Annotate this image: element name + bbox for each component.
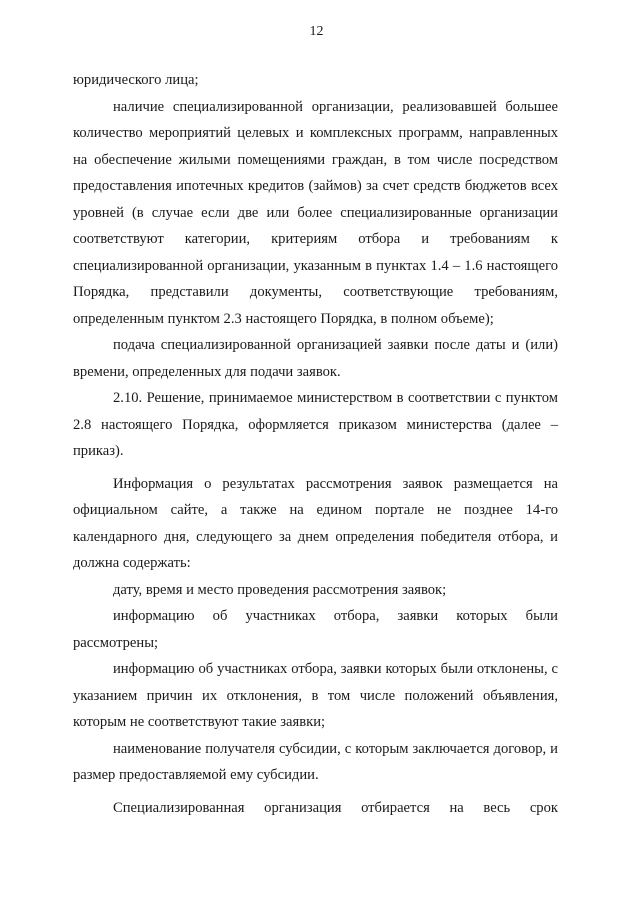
paragraph: дату, время и место проведения рассмотрения заявок; [113, 581, 447, 598]
document-body [73, 67, 558, 821]
paragraph: наличие специализированной организации, реализовавшей большее количество мероприятий целевых и комплексных программ, направленных на обеспечение жилыми помещениями граждан, в том числе посредством предоставления ипотечных кредитов (займов) за счет средств бюджетов всех уровней (в случае если две или более специализированные организации соответствуют категории, критериям отбора и требованиям к специализированной организации, указанным в пунктах 1.4 – 1.6 настоящего Порядка, представили документы, соответствующие требованиям, определенным пунктом 2.3 настоящего Порядка, в полном объеме); [73, 98, 558, 327]
paragraph: информацию об участниках отбора, заявки которых были отклонены, с указанием причин их отклонения, в том числе положений объявления, которым не соответствуют такие заявки; [73, 661, 558, 730]
paragraph: 2.10. Решение, принимаемое министерством в соответствии с пунктом 2.8 настоящего Порядка, оформляется приказом министерства (далее – приказ). [73, 390, 558, 459]
paragraph: информацию об участниках отбора, заявки которых были рассмотрены; [73, 608, 558, 651]
paragraph: юридического лица; [73, 72, 199, 88]
paragraph: Специализированная организация отбирается на весь срок [113, 799, 558, 816]
paragraph: Информация о результатах рассмотрения заявок размещается на официальном сайте, а также на едином портале не позднее 14-го календарного дня, следующего за днем определения победителя отбора, и должна содержать: [73, 475, 558, 571]
page-number: 12 [309, 24, 324, 39]
paragraph: наименование получателя субсидии, с которым заключается договор, и размер предоставляемой ему субсидии. [73, 740, 558, 783]
paragraph: подача специализированной организацией заявки после даты и (или) времени, определенных для подачи заявок. [73, 337, 558, 380]
